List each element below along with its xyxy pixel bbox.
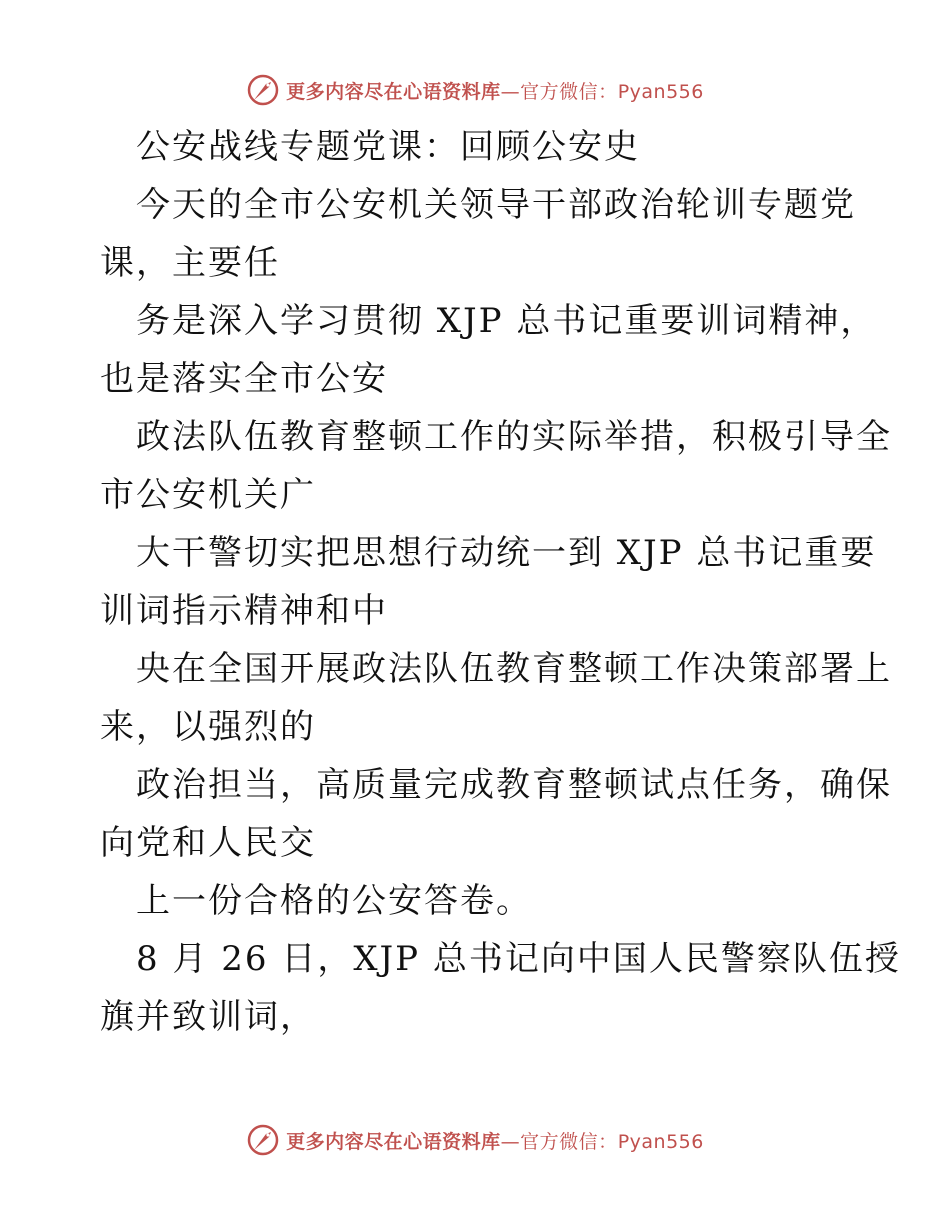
paragraph-line: 政治担当，高质量完成教育整顿试点任务，确保 [136, 765, 892, 805]
paragraph-line: 8 月 26 日，XJP 总书记向中国人民警察队伍授 [136, 939, 901, 979]
paragraph-line: 也是落实全市公安 [100, 359, 388, 399]
paragraph-line: 公安战线专题党课：回顾公安史 [136, 127, 640, 167]
paragraph-line: 市公安机关广 [100, 475, 316, 515]
watermark-text: 更多内容尽在心语资料库—官方微信：Pyan556 [286, 80, 704, 103]
watermark-footer [0, 1120, 950, 1160]
paragraph-line: 来，以强烈的 [100, 707, 316, 747]
pen-nib-logo-icon [246, 73, 280, 107]
paragraph-line: 务是深入学习贯彻 XJP 总书记重要训词精神， [136, 301, 877, 341]
watermark-text: 更多内容尽在心语资料库—官方微信：Pyan556 [286, 1130, 704, 1153]
paragraph-line: 课，主要任 [100, 243, 280, 283]
document-body [100, 118, 901, 1046]
paragraph-line: 向党和人民交 [100, 823, 316, 863]
watermark-header [0, 70, 950, 110]
paragraph-line: 政法队伍教育整顿工作的实际举措，积极引导全 [136, 417, 892, 457]
pen-nib-logo-icon [246, 1123, 280, 1157]
paragraph-line: 旗并致训词， [100, 997, 316, 1037]
paragraph-line: 上一份合格的公安答卷。 [136, 881, 532, 921]
paragraph-line: 训词指示精神和中 [100, 591, 388, 631]
paragraph-line: 央在全国开展政法队伍教育整顿工作决策部署上 [136, 649, 892, 689]
paragraph-line: 今天的全市公安机关领导干部政治轮训专题党 [136, 185, 856, 225]
paragraph-line: 大干警切实把思想行动统一到 XJP 总书记重要 [136, 533, 877, 573]
